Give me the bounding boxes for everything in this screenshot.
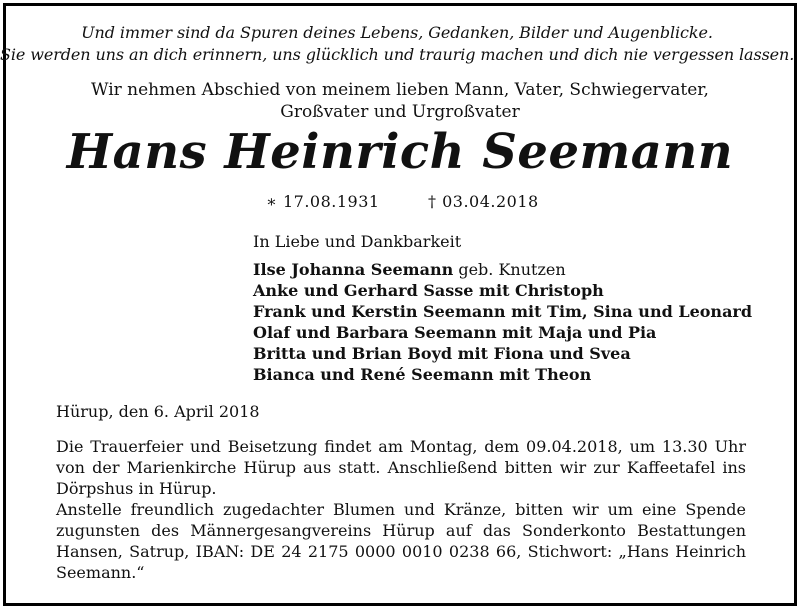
intro-line-1: Wir nehmen Abschied von meinem lieben Mann, Vater, Schwiegervater, [91, 80, 709, 100]
quote-line-1: Und immer sind da Spuren deines Lebens, Gedanken, Bilder und Augenblicke. [81, 23, 713, 42]
widow-name: Ilse Johanna Seemann [253, 260, 454, 279]
donation-line-1: Anstelle freundlich zugedachter Blumen und Kränze, bitten wir um eine Spende [56, 500, 746, 519]
service-line-3: Dörpshus in Hürup. [56, 479, 217, 498]
mourner-name: Olaf und Barbara Seemann mit Maja und Pia [253, 323, 657, 342]
place-and-date: Hürup, den 6. April 2018 [56, 402, 260, 421]
death-date: † 03.04.2018 [428, 192, 539, 211]
donation-line-4: Seemann.“ [56, 563, 145, 582]
mourner-name: Bianca und René Seemann mit Theon [253, 365, 592, 384]
mourner-name: Frank und Kerstin Seemann mit Tim, Sina und Leonard [253, 302, 753, 321]
mourner-name: Anke und Gerhard Sasse mit Christoph [253, 281, 604, 300]
donation-line-3: Hansen, Satrup, IBAN: DE 24 2175 0000 0010 0238 66, Stichwort: „Hans Heinrich [56, 542, 746, 561]
service-line-1: Die Trauerfeier und Beisetzung findet am Montag, dem 09.04.2018, um 13.30 Uhr [56, 437, 746, 456]
intro-line-2: Großvater und Urgroßvater [280, 102, 520, 122]
mourner-name: Britta und Brian Boyd mit Fiona und Svea [253, 344, 631, 363]
mourner-line [253, 281, 604, 300]
donation-line-2: zugunsten des Männergesangvereins Hürup auf das Sonderkonto Bestattungen [56, 521, 746, 540]
mourner-line [253, 323, 656, 342]
mourners-heading: In Liebe und Dankbarkeit [253, 232, 462, 251]
mourner-line [253, 365, 591, 384]
widow-maiden-name: geb. Knutzen [453, 260, 566, 279]
service-line-2: von der Marienkirche Hürup aus statt. Anschließend bitten wir zur Kaffeetafel ins [56, 458, 746, 477]
mourner-line [253, 260, 566, 279]
mourner-line [253, 302, 752, 321]
quote-line-2: Sie werden uns an dich erinnern, uns glücklich und traurig machen und dich nie vergessen lassen. [0, 45, 795, 64]
birth-date: ∗ 17.08.1931 [266, 192, 380, 211]
mourner-line [253, 344, 631, 363]
deceased-name: Hans Heinrich Seemann [66, 124, 734, 180]
